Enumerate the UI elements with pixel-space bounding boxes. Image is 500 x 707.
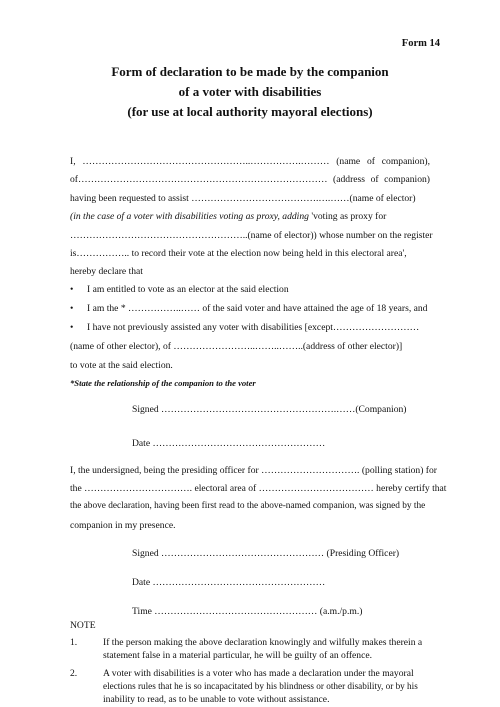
companion-signed: Signed ……………………………………………….……(Companion) (132, 404, 407, 415)
continuation-line-1: (name of other elector), of ……………………..……..……..(address of other elector)] (70, 341, 403, 352)
officer-signed: Signed …………………………………………… (Presiding Officer) (132, 548, 400, 559)
bullet-icon: • (70, 284, 74, 295)
note-1-line-2: statement false in a material particular, he will be guilty of an offence. (103, 650, 373, 661)
officer-time: Time …………………………………………… (a.m./p.m.) (132, 606, 363, 617)
companion-date: Date ……………………………………………… (132, 438, 326, 449)
officer-line-3: the above declaration, having been first read to the above-named companion, was signed by the (70, 501, 426, 511)
declaration-line-4 (70, 211, 430, 222)
title-line-3: (for use at local authority mayoral elections) (127, 104, 373, 119)
officer-line-2: the ……………………………. electoral area of ……………………………… hereby certify that (70, 483, 447, 494)
continuation-line-2: to vote at the said election. (70, 360, 173, 371)
bullet-item-2: I am the * ……………..…… of the said voter and have attained the age of 18 years, and (87, 303, 428, 314)
bullet-icon: • (70, 322, 74, 333)
note-2-line-1: A voter with disabilities is a voter who has made a declaration under the mayoral (103, 668, 414, 679)
declaration-line-3: having been requested to assist ………………………………….….……(name of elector) (70, 193, 416, 204)
note-heading: NOTE (70, 620, 96, 631)
note-number-1: 1. (70, 637, 78, 648)
officer-date: Date ……………………………………………… (132, 577, 326, 588)
form-number: Form 14 (401, 38, 440, 49)
note-1-line-1: If the person making the above declaration knowingly and wilfully makes therein a (103, 637, 423, 648)
declaration-line-2: of…………………………………………………………………… (address of companion) (70, 174, 430, 185)
bullet-item-3: I have not previously assisted any voter with disabilities [except……………………… (87, 322, 420, 333)
declaration-line-1: I, ……………………………………………..…………….……… (name of companion), (70, 156, 430, 167)
bullet-icon: • (70, 303, 74, 314)
note-2-line-2: elections rules that he is so incapacitated by his blindness or other disability, or by his (103, 681, 418, 691)
title-line-2: of a voter with disabilities (178, 84, 322, 99)
note-number-2: 2. (70, 668, 78, 679)
declaration-line-5: ………………………………………………..(name of elector)) whose number on the register (70, 230, 433, 241)
proxy-instruction: (in the case of a voter with disabilities voting as proxy, adding (70, 211, 309, 222)
declaration-line-6: is…………….. to record their vote at the election now being held in this electoral area', (70, 248, 407, 259)
proxy-wording: 'voting as proxy for (308, 211, 387, 222)
officer-line-4: companion in my presence. (70, 520, 176, 531)
title-line-1: Form of declaration to be made by the companion (111, 64, 389, 79)
bullet-item-1: I am entitled to vote as an elector at the said election (87, 284, 289, 295)
declaration-line-7: hereby declare that (70, 266, 143, 277)
note-2-line-3: inability to read, as to be unable to vote without assistance. (103, 694, 330, 705)
footnote: *State the relationship of the companion to the voter (70, 378, 256, 388)
officer-line-1: I, the undersigned, being the presiding officer for …………………………. (polling station) for (70, 465, 437, 476)
